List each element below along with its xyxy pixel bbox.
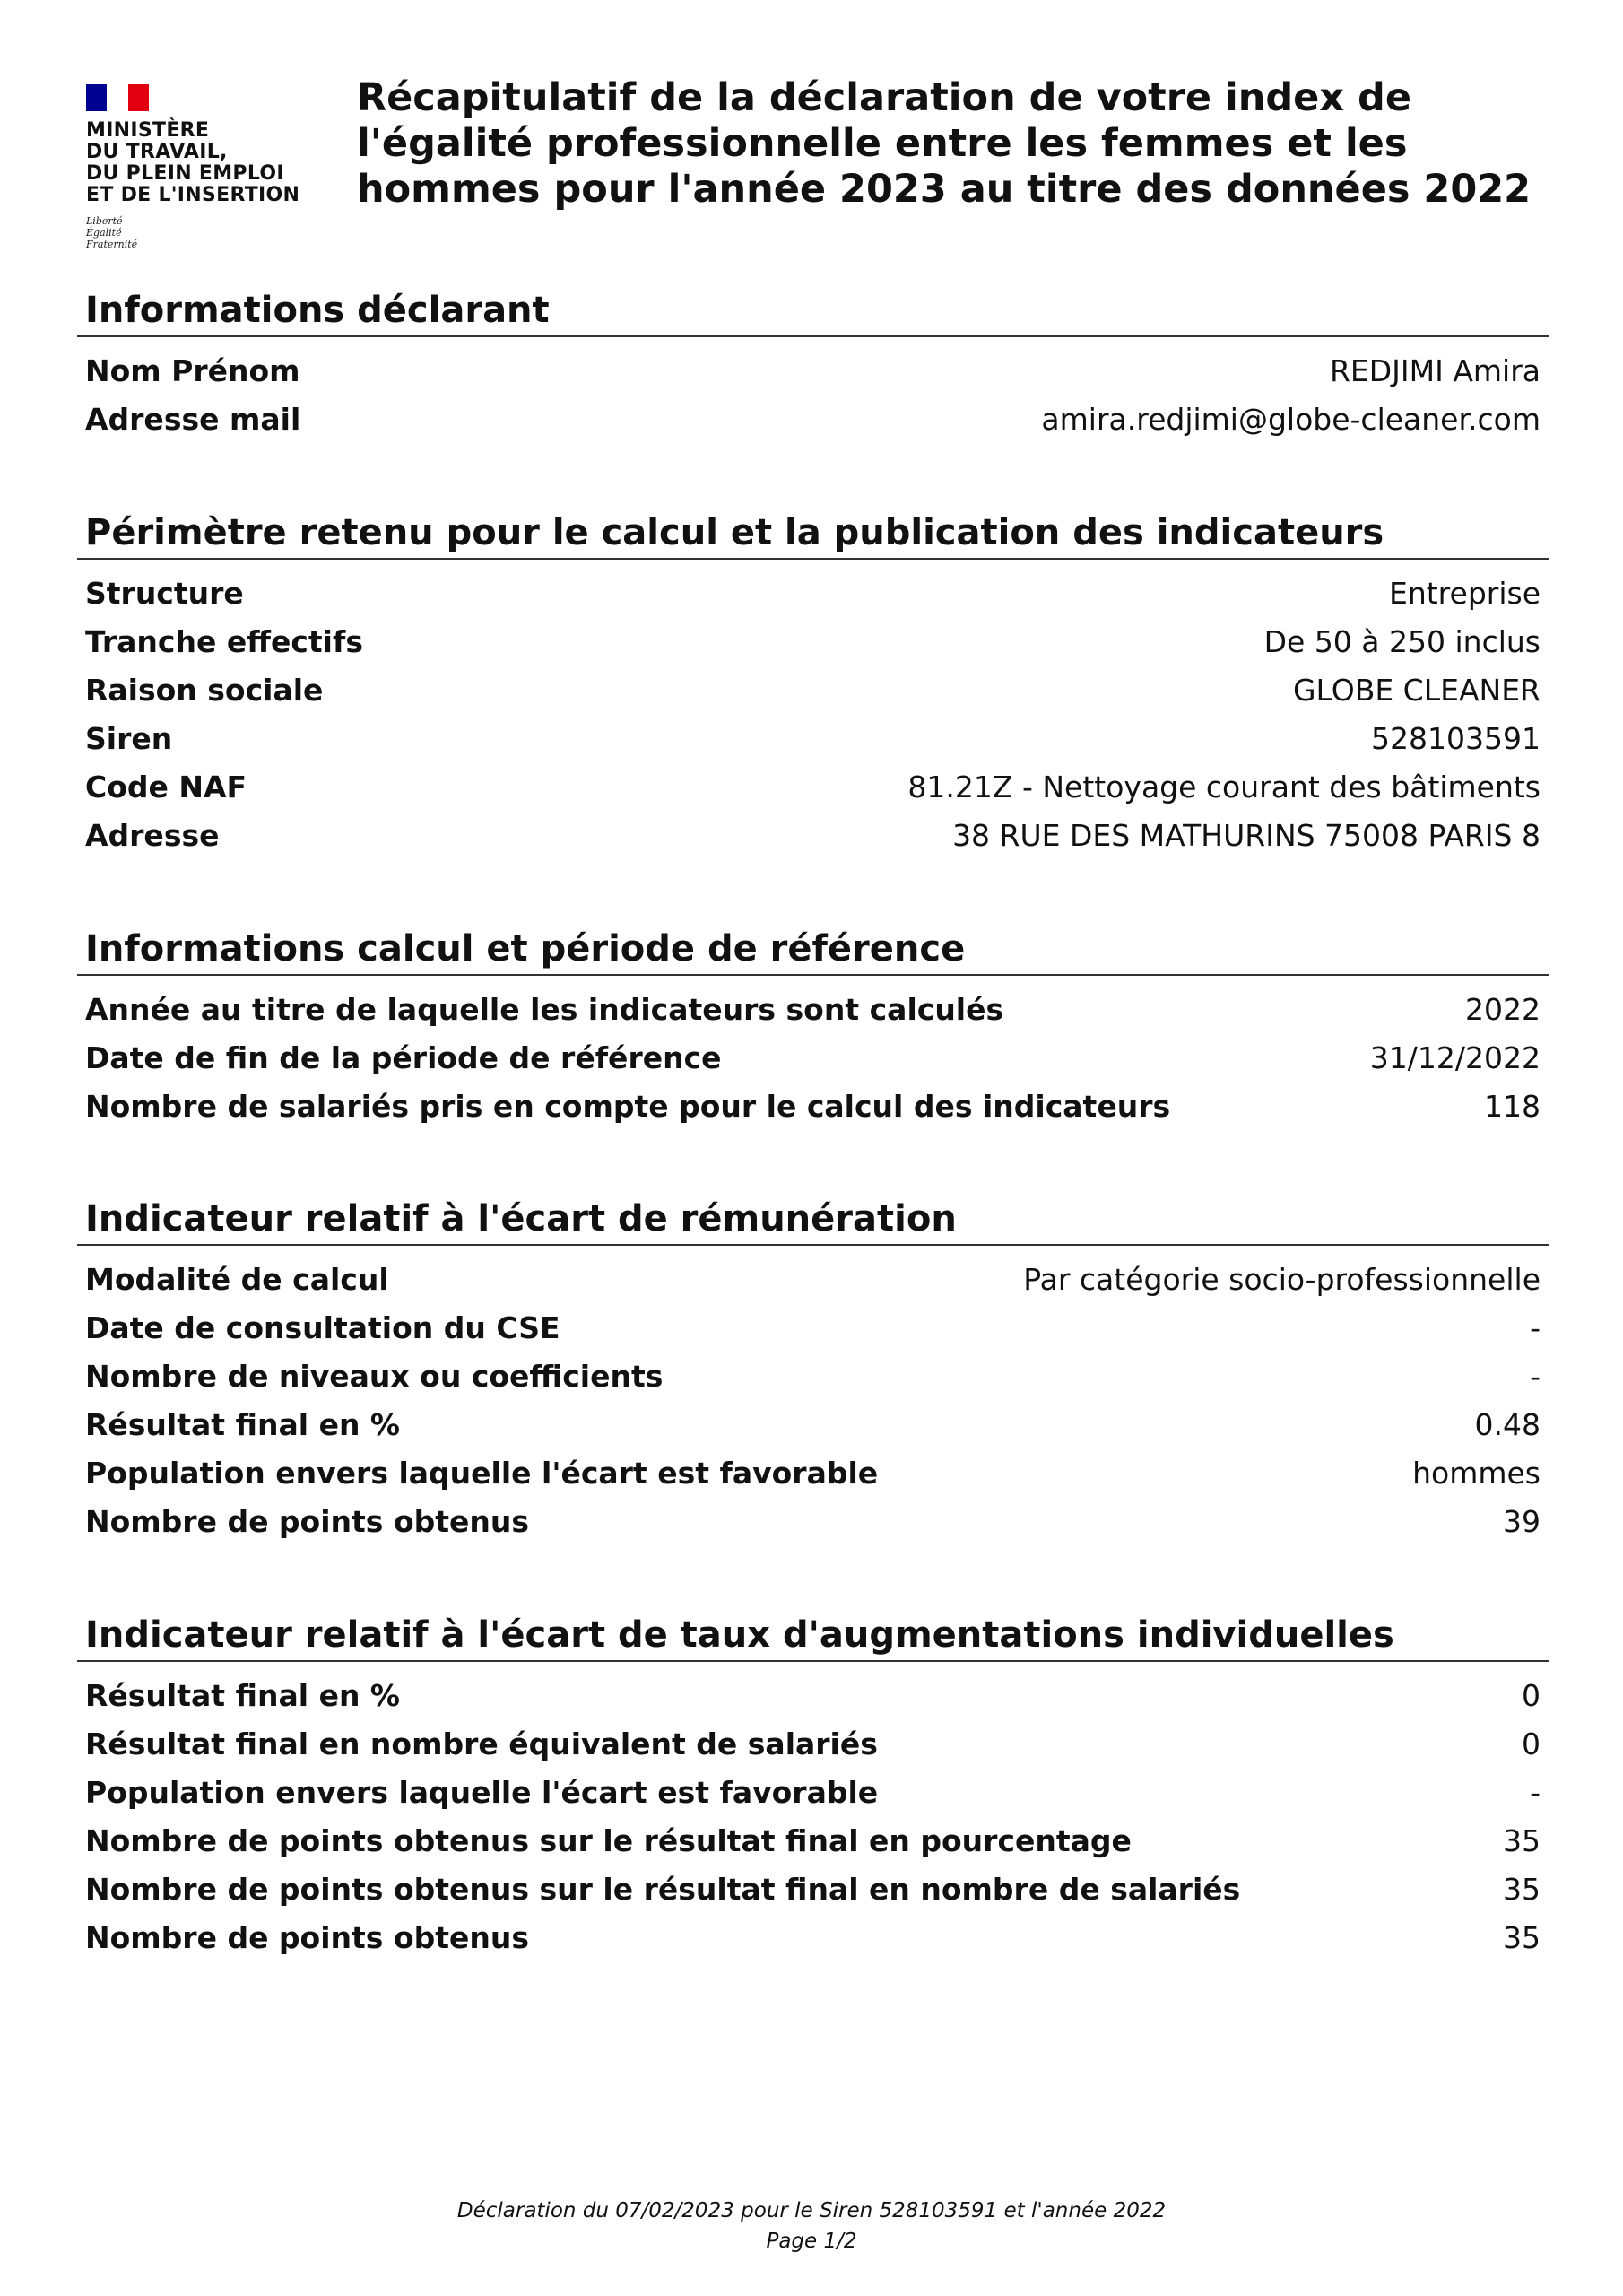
field-row [77,1498,1549,1546]
field-label: Raison sociale [85,673,324,708]
ministry-line: ET DE L'INSERTION [86,184,300,206]
field-row [77,618,1549,666]
field-label: Date de fin de la période de référence [85,1040,722,1075]
field-label: Résultat final en nombre équivalent de salariés [85,1726,878,1761]
field-label: Nombre de points obtenus [85,1920,530,1955]
field-row [77,715,1549,763]
field-label: Population envers laquelle l'écart est favorable [85,1456,879,1491]
section-title: Informations déclarant [77,289,1549,337]
field-value: Entreprise [1388,576,1541,611]
footer-declaration-line: Déclaration du 07/02/2023 pour le Siren 528103591 et l'année 2022 [456,2199,1167,2222]
field-row [77,986,1549,1034]
field-row [77,1866,1549,1914]
field-label: Nombre de niveaux ou coefficients [85,1359,664,1394]
field-row [77,1256,1549,1304]
field-label: Nom Prénom [85,353,300,388]
motto-line: Liberté [86,215,123,227]
field-value: REDJIMI Amira [1329,353,1541,388]
section-rows [77,1662,1549,1962]
field-value: 0 [1522,1726,1541,1761]
section-rows [77,337,1549,444]
field-value: 528103591 [1371,721,1541,756]
field-value: 35 [1503,1872,1541,1907]
field-value: - [1530,1359,1541,1394]
field-value: 0.48 [1474,1407,1541,1442]
section-informations-calcul [77,927,1549,1131]
field-label: Année au titre de laquelle les indicateurs sont calculés [85,992,1004,1027]
field-row [77,1769,1549,1817]
field-label: Adresse [85,818,220,853]
field-value: - [1530,1310,1541,1345]
field-row [77,1817,1549,1866]
page-footer [0,2196,1623,2257]
field-value: hommes [1412,1456,1541,1491]
field-row [77,1352,1549,1401]
ministry-line: DU TRAVAIL, [86,141,228,163]
field-row [77,1672,1549,1720]
field-value: 81.21Z - Nettoyage courant des bâtiments [907,770,1541,804]
field-label: Date de consultation du CSE [85,1310,560,1345]
field-label: Structure [85,576,244,611]
ministry-logo [86,84,319,250]
footer-page-number: Page 1/2 [766,2230,857,2253]
field-value: 39 [1503,1504,1541,1539]
field-label: Nombre de salariés pris en compte pour le calcul des indicateurs [85,1089,1171,1124]
field-row [77,570,1549,618]
field-value: 2022 [1465,992,1541,1027]
field-label: Nombre de points obtenus [85,1504,530,1539]
field-row [77,1083,1549,1131]
motto-line: Fraternité [86,239,138,250]
field-value: 35 [1503,1823,1541,1858]
motto-line: Égalité [86,227,122,239]
ministry-line: MINISTÈRE [86,119,210,142]
field-row [77,396,1549,444]
field-label: Résultat final en % [85,1407,400,1442]
field-value: 118 [1484,1089,1541,1124]
field-label: Tranche effectifs [85,624,363,659]
ministry-line: DU PLEIN EMPLOI [86,162,284,185]
field-row [77,666,1549,715]
field-value: GLOBE CLEANER [1292,673,1541,708]
ministry-name [86,120,319,206]
section-title: Indicateur relatif à l'écart de taux d'augmentations individuelles [77,1613,1549,1662]
section-title: Périmètre retenu pour le calcul et la publication des indicateurs [77,511,1549,560]
field-label: Résultat final en % [85,1678,400,1713]
field-label: Nombre de points obtenus sur le résultat final en nombre de salariés [85,1872,1241,1907]
field-row [77,1304,1549,1352]
field-row [77,1914,1549,1962]
section-ecart-augmentations [77,1613,1549,1962]
section-title: Informations calcul et période de référence [77,927,1549,976]
republic-motto [86,215,319,250]
field-row [77,1401,1549,1449]
field-label: Population envers laquelle l'écart est favorable [85,1775,879,1810]
field-value: De 50 à 250 inclus [1263,624,1541,659]
section-rows [77,976,1549,1131]
field-value: 38 RUE DES MATHURINS 75008 PARIS 8 [952,818,1541,853]
section-informations-declarant [77,289,1549,444]
field-row [77,1449,1549,1498]
field-row [77,763,1549,812]
field-value: 35 [1503,1920,1541,1955]
field-row [77,1720,1549,1769]
field-label: Adresse mail [85,402,301,437]
field-row [77,812,1549,860]
field-row [77,347,1549,396]
document-title: Récapitulatif de la déclaration de votre index de l'égalité professionnelle entre les femmes et les hommes pour l'année 2023 au titre des données 2022 [357,75,1532,212]
field-label: Code NAF [85,770,247,804]
field-label: Nombre de points obtenus sur le résultat final en pourcentage [85,1823,1132,1858]
section-rows [77,560,1549,860]
field-value: - [1530,1775,1541,1810]
section-rows [77,1246,1549,1546]
field-label: Siren [85,721,173,756]
field-value: Par catégorie socio-professionnelle [1023,1262,1541,1297]
section-title: Indicateur relatif à l'écart de rémunération [77,1197,1549,1246]
field-row [77,1034,1549,1083]
field-label: Modalité de calcul [85,1262,389,1297]
field-value: 0 [1522,1678,1541,1713]
section-perimetre [77,511,1549,860]
field-value: amira.redjimi@globe-cleaner.com [1041,402,1541,437]
field-value: 31/12/2022 [1369,1040,1541,1075]
section-ecart-remuneration [77,1197,1549,1546]
marianne-flag-icon [86,84,149,111]
